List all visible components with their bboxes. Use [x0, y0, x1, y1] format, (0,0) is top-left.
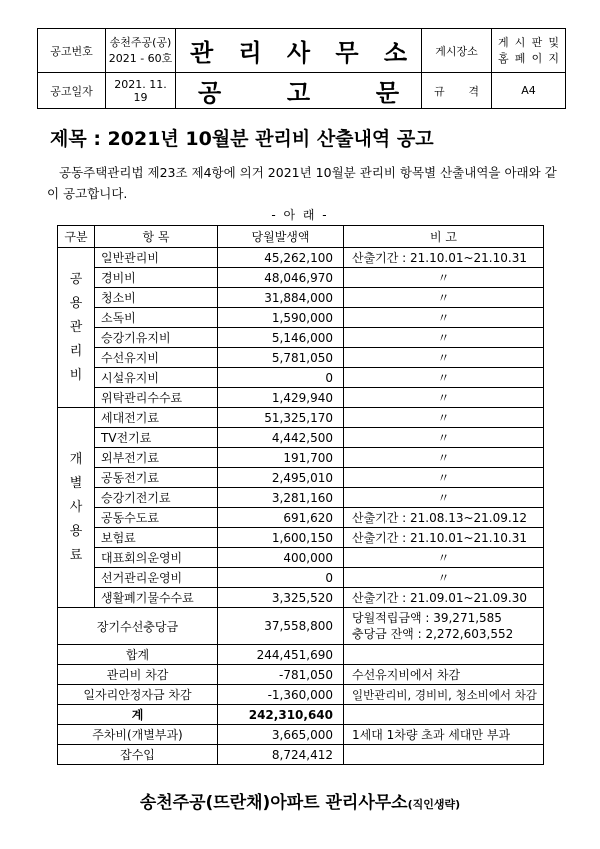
- table-row: [58, 488, 544, 508]
- item-note: 〃: [344, 388, 544, 408]
- item-name: 공동수도료: [95, 508, 218, 528]
- table-row: [58, 645, 544, 665]
- table-row: [58, 508, 544, 528]
- notice-header: [37, 28, 566, 109]
- table-row: [58, 528, 544, 548]
- size-value: A4: [492, 73, 566, 109]
- item-name: 생활폐기물수수료: [95, 588, 218, 608]
- item-name: 소독비: [95, 308, 218, 328]
- parking-note: 1세대 1차량 초과 세대만 부과: [344, 725, 544, 745]
- grand-amount: 242,310,640: [218, 705, 344, 725]
- misc-amount: 8,724,412: [218, 745, 344, 765]
- item-note: 산출기간 : 21.10.01~21.10.31: [344, 248, 544, 268]
- header-item: 항 목: [95, 226, 218, 248]
- page-title: 제목 : 2021년 10월분 관리비 산출내역 공고: [50, 128, 434, 150]
- item-name: 일반관리비: [95, 248, 218, 268]
- table-row: [58, 308, 544, 328]
- item-name: 승강기전기료: [95, 488, 218, 508]
- item-amount: 2,495,010: [218, 468, 344, 488]
- notice-date-label: 공고일자: [38, 73, 106, 109]
- adjust2-amount: -1,360,000: [218, 685, 344, 705]
- notice-date-value: 2021. 11. 19: [106, 73, 176, 109]
- item-amount: 45,262,100: [218, 248, 344, 268]
- item-amount: 5,781,050: [218, 348, 344, 368]
- item-amount: 5,146,000: [218, 328, 344, 348]
- issuer-name: 송천주공(뜨란채)아파트 관리사무소: [139, 793, 408, 813]
- table-row: [58, 468, 544, 488]
- parking-amount: 3,665,000: [218, 725, 344, 745]
- item-note: 〃: [344, 268, 544, 288]
- individual-category-label: 개 별 사 용 료: [58, 408, 95, 608]
- item-amount: 48,046,970: [218, 268, 344, 288]
- table-row: [58, 705, 544, 725]
- item-note: 〃: [344, 428, 544, 448]
- table-row: [58, 328, 544, 348]
- item-note: 〃: [344, 568, 544, 588]
- header-amount: 당월발생액: [218, 226, 344, 248]
- individual-section: [58, 408, 544, 608]
- item-name: 승강기유지비: [95, 328, 218, 348]
- item-note: 〃: [344, 288, 544, 308]
- item-note: 산출기간 : 21.10.01~21.10.31: [344, 528, 544, 548]
- item-note: 〃: [344, 368, 544, 388]
- grand-label: 계: [58, 705, 218, 725]
- item-name: 대표회의운영비: [95, 548, 218, 568]
- ltr-label: 장기수선충당금: [58, 608, 218, 645]
- table-row: [58, 348, 544, 368]
- table-row: [58, 548, 544, 568]
- seal-omitted-note: (직인생략): [407, 798, 461, 811]
- post-place-value: 게 시 판 및 홈 페 이 지: [492, 29, 566, 73]
- item-name: 선거관리운영비: [95, 568, 218, 588]
- notice-heading: 공 고 문: [176, 73, 422, 109]
- table-row: [58, 665, 544, 685]
- item-amount: 0: [218, 568, 344, 588]
- table-row: [58, 268, 544, 288]
- table-row: [58, 588, 544, 608]
- office-heading: 관 리 사 무 소: [176, 29, 422, 73]
- table-row: [58, 448, 544, 468]
- table-row: [58, 248, 544, 268]
- item-note: 〃: [344, 308, 544, 328]
- misc-note: [344, 745, 544, 765]
- ltr-amount: 37,558,800: [218, 608, 344, 645]
- notice-number-value: 송천주공(공) 2021 - 60호: [106, 29, 176, 73]
- common-section: [58, 248, 544, 408]
- item-name: TV전기료: [95, 428, 218, 448]
- item-note: 〃: [344, 448, 544, 468]
- item-amount: 4,442,500: [218, 428, 344, 448]
- table-row: [58, 568, 544, 588]
- header-category: 구분: [58, 226, 95, 248]
- item-note: 〃: [344, 328, 544, 348]
- header-note: 비 고: [344, 226, 544, 248]
- fee-table: [57, 225, 544, 765]
- item-name: 위탁관리수수료: [95, 388, 218, 408]
- item-name: 청소비: [95, 288, 218, 308]
- table-row: [58, 608, 544, 645]
- item-note: 〃: [344, 468, 544, 488]
- item-note: 산출기간 : 21.09.01~21.09.30: [344, 588, 544, 608]
- table-row: [58, 745, 544, 765]
- total-amount: 244,451,690: [218, 645, 344, 665]
- item-name: 수선유지비: [95, 348, 218, 368]
- item-note: 산출기간 : 21.08.13~21.09.12: [344, 508, 544, 528]
- size-label: 규 격: [422, 73, 492, 109]
- table-row: [58, 725, 544, 745]
- item-amount: 191,700: [218, 448, 344, 468]
- adjust1-label: 관리비 차감: [58, 665, 218, 685]
- table-row: [58, 428, 544, 448]
- post-place-label: 게시장소: [422, 29, 492, 73]
- adjust2-label: 일자리안정자금 차감: [58, 685, 218, 705]
- table-row: [58, 368, 544, 388]
- item-note: 〃: [344, 408, 544, 428]
- table-row: [58, 685, 544, 705]
- item-amount: 3,281,160: [218, 488, 344, 508]
- item-amount: 31,884,000: [218, 288, 344, 308]
- notice-number-label: 공고번호: [38, 29, 106, 73]
- total-label: 합계: [58, 645, 218, 665]
- item-amount: 1,429,940: [218, 388, 344, 408]
- table-header-row: [58, 226, 544, 248]
- parking-label: 주차비(개별부과): [58, 725, 218, 745]
- below-label: - 아 래 -: [271, 208, 329, 222]
- intro-text: 공동주택관리법 제23조 제4항에 의거 2021년 10월분 관리비 항목별 산출내역을 아래와 같이 공고합니다.: [47, 165, 557, 201]
- item-note: 〃: [344, 488, 544, 508]
- item-name: 경비비: [95, 268, 218, 288]
- table-row: [58, 288, 544, 308]
- item-amount: 1,600,150: [218, 528, 344, 548]
- item-note: 〃: [344, 548, 544, 568]
- item-amount: 400,000: [218, 548, 344, 568]
- common-category-label: 공 용 관 리 비: [58, 248, 95, 408]
- item-name: 보험료: [95, 528, 218, 548]
- adjust1-amount: -781,050: [218, 665, 344, 685]
- item-amount: 1,590,000: [218, 308, 344, 328]
- adjust2-note: 일반관리비, 경비비, 청소비에서 차감: [344, 685, 544, 705]
- item-name: 공동전기료: [95, 468, 218, 488]
- total-note: [344, 645, 544, 665]
- item-amount: 691,620: [218, 508, 344, 528]
- item-name: 시설유지비: [95, 368, 218, 388]
- issuer-footer: [0, 788, 600, 813]
- table-row: [58, 388, 544, 408]
- adjust1-note: 수선유지비에서 차감: [344, 665, 544, 685]
- grand-note: [344, 705, 544, 725]
- item-name: 외부전기료: [95, 448, 218, 468]
- item-amount: 3,325,520: [218, 588, 344, 608]
- ltr-note: 당월적립금액 : 39,271,585 충당금 잔액 : 2,272,603,552: [344, 608, 544, 645]
- item-name: 세대전기료: [95, 408, 218, 428]
- item-amount: 51,325,170: [218, 408, 344, 428]
- item-note: 〃: [344, 348, 544, 368]
- table-row: [58, 408, 544, 428]
- item-amount: 0: [218, 368, 344, 388]
- misc-label: 잡수입: [58, 745, 218, 765]
